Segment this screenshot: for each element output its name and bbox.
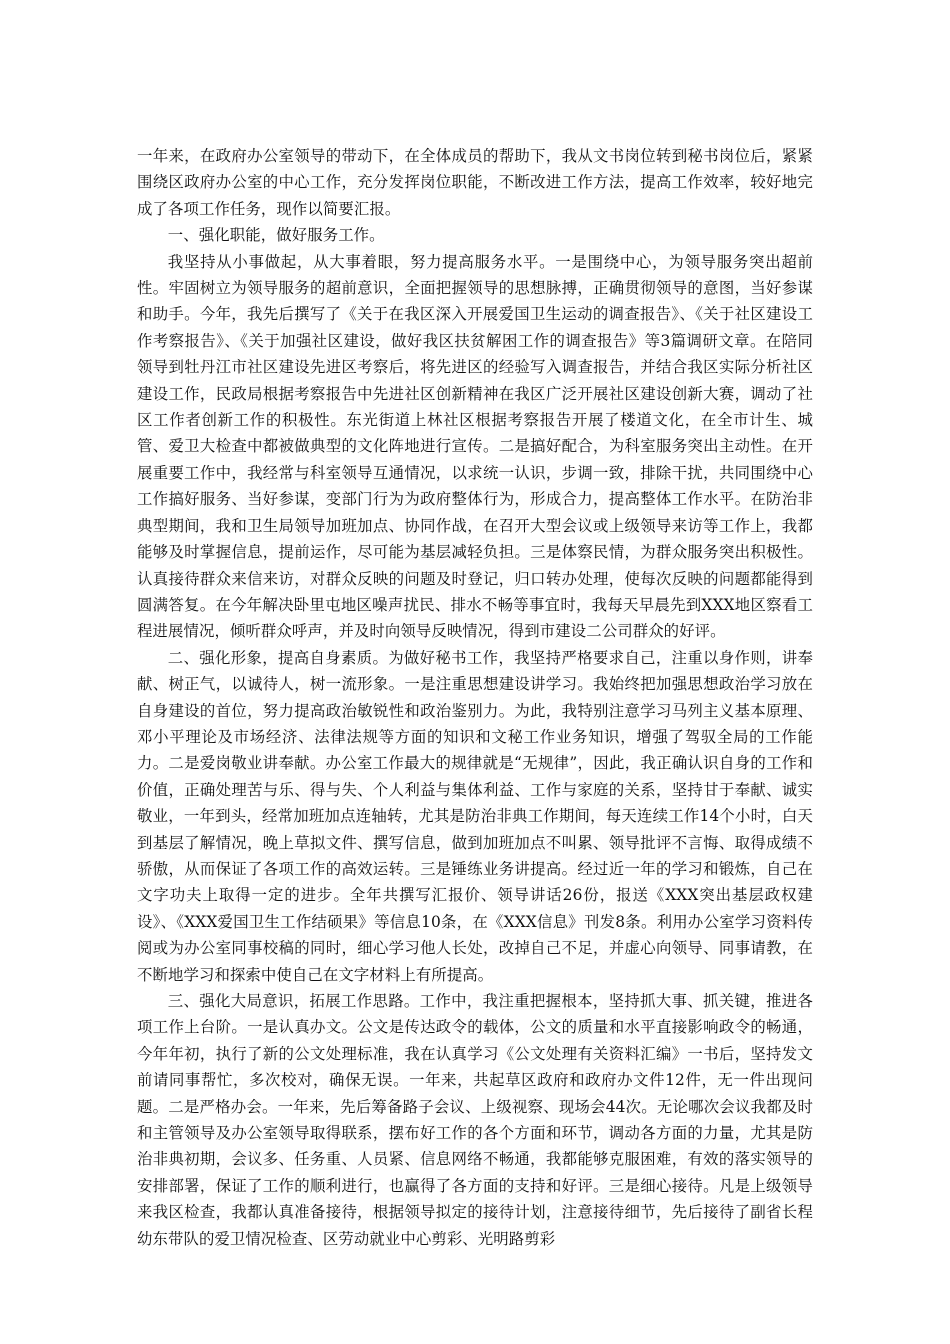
section-body-2: 二、强化形象，提高自身素质。为做好秘书工作，我坚持严格要求自己，注重以身作则，讲奉献、树正气，以诚待人，树一流形象。一是注重思想建设讲学习。我始终把加强思想政治学习放在自身建设的首位，努力提高政治敏锐性和政治鉴别力。为此，我特别注意学习马列主义基本原理、邓小平理论及市场经济、法律法规等方面的知识和文秘工作业务知识，增强了驾驭全局的工作能力。二是爱岗敬业讲奉献。办公室工作最大的规律就是“无规律”，因此，我正确认识自身的工作和价值，正确处理苦与乐、得与失、个人利益与集体利益、工作与家庭的关系，坚持甘于奉献、诚实敬业，一年到头，经常加班加点连轴转，尤其是防治非典工作期间，每天连续工作14个小时，白天到基层了解情况，晚上草拟文件、撰写信息，做到加班加点不叫累、领导批评不言悔、取得成绩不骄傲，从而保证了各项工作的高效运转。三是锤练业务讲提高。经过近一年的学习和锻炼，自己在文字功夫上取得一定的进步。全年共撰写汇报价、领导讲话26份，报送《XXX突出基层政权建设》、《XXX爱国卫生工作结硕果》等信息10条，在《XXX信息》刊发8条。利用办公室学习资料传阅或为办公室同事校稿的同时，细心学习他人长处，改掉自己不足，并虚心向领导、同事请教，在不断地学习和探索中使自己在文字材料上有所提高。 (137, 648, 813, 984)
section-heading-1: 一、强化职能，做好服务工作。 (167, 226, 385, 245)
intro-paragraph: 一年来，在政府办公室领导的带动下，在全体成员的帮助下，我从文书岗位转到秘书岗位后，紧紧围绕区政府办公室的中心工作，充分发挥岗位职能，不断改进工作方法，提高工作效率，较好地完成了各项工作任务，现作以简要汇报。 (137, 147, 813, 218)
section-body-3: 三、强化大局意识，拓展工作思路。工作中，我注重把握根本，坚持抓大事、抓关键，推进各项工作上台阶。一是认真办文。公文是传达政令的载体，公文的质量和水平直接影响政令的畅通，今年年初，执行了新的公文处理标准，我在认真学习《公文处理有关资料汇编》一书后，坚持发文前请同事帮忙，多次校对，确保无误。一年来，共起草区政府和政府办文件12件，无一件出现问题。二是严格办会。一年来，先后筹备路子会议、上级视察、现场会44次。无论哪次会议我都及时和主管领导及办公室领导取得联系，摆布好工作的各个方面和环节，调动各方面的力量，尤其是防治非典初期，会议多、任务重、人员紧、信息网络不畅通，我都能够克服困难，有效的落实领导的安排部署，保证了工作的顺利进行，也赢得了各方面的支持和好评。三是细心接待。凡是上级领导来我区检查，我都认真准备接待，根据领导拟定的接待计划，注意接待细节，先后接待了副省长程幼东带队的爱卫情况检查、区劳动就业中心剪彩、光明路剪彩 (137, 992, 813, 1248)
section-body-1: 我坚持从小事做起，从大事着眼，努力提高服务水平。一是围绕中心，为领导服务突出超前性。牢固树立为领导服务的超前意识，全面把握领导的思想脉搏，正确贯彻领导的意图，当好参谋和助手。今年，我先后撰写了《关于在我区深入开展爱国卫生运动的调查报告》、《关于社区建设工作考察报告》、《关于加强社区建设，做好我区扶贫解困工作的调查报告》等3篇调研文章。在陪同领导到牡丹江市社区建设先进区考察后，将先进区的经验写入调查报告，并结合我区实际分析社区建设工作，民政局根据考察报告中先进社区创新精神在我区广泛开展社区建设创新大赛，调动了社区工作者创新工作的积极性。东光街道上林社区根据考察报告开展了楼道文化，在全市计生、城管、爱卫大检查中都被做典型的文化阵地进行宣传。二是搞好配合，为科室服务突出主动性。在开展重要工作中，我经常与科室领导互通情况，以求统一认识，步调一致，排除干扰，共同围绕中心工作搞好服务、当好参谋，变部门行为为政府整体行为，形成合力，提高整体工作水平。在防治非典型期间，我和卫生局领导加班加点、协同作战，在召开大型会议或上级领导来访等工作上，我都能够及时掌握信息，提前运作，尽可能为基层减轻负担。三是体察民情，为群众服务突出积极性。认真接待群众来信来访，对群众反映的问题及时登记，归口转办处理，使每次反映的问题都能得到圆满答复。在今年解决卧里屯地区噪声扰民、排水不畅等事宜时，我每天早晨先到XXX地区察看工程进展情况，倾听群众呼声，并及时向领导反映情况，得到市建设二公司群众的好评。 (137, 252, 813, 641)
document-page (137, 143, 813, 1252)
